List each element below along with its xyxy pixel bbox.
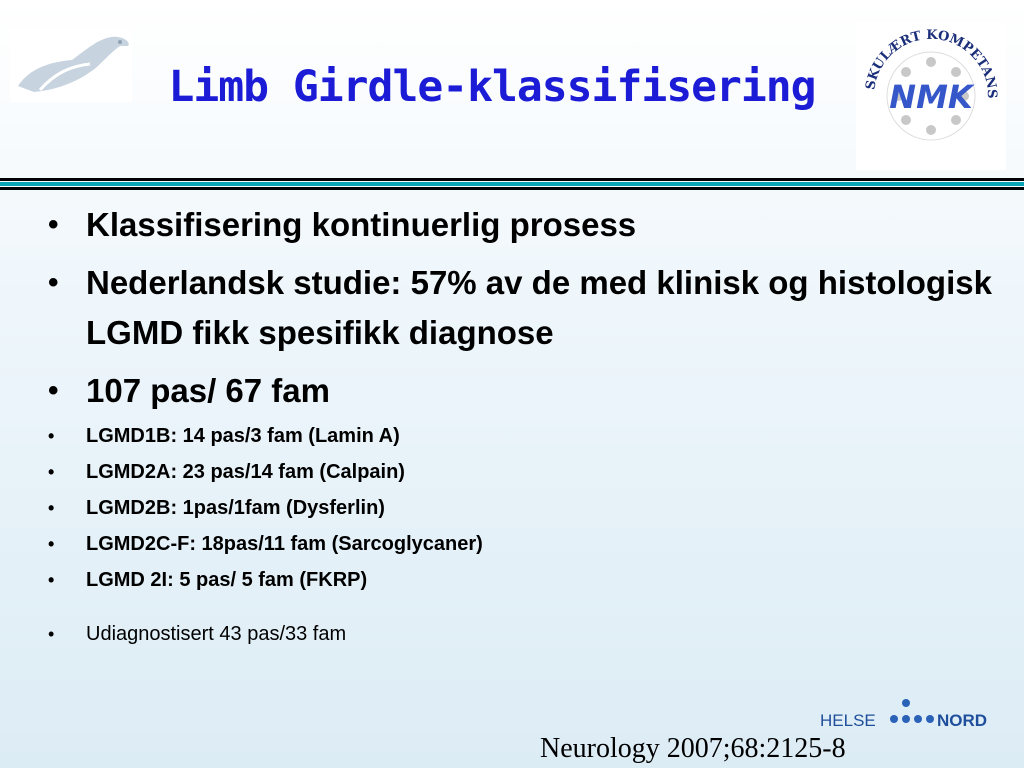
bullet-item [40, 460, 1000, 484]
slide-title: Limb Girdle-klassifisering [168, 62, 816, 112]
bullet-item [40, 424, 1000, 448]
bullet-glyph: • [48, 426, 55, 446]
helse-word: HELSE [820, 711, 876, 730]
bullet-text: Klassifisering kontinuerlig prosess [86, 206, 637, 243]
bullet-list [40, 200, 1000, 658]
bullet-text: Udiagnostisert 43 pas/33 fam [86, 623, 347, 645]
bullet-glyph: • [48, 570, 55, 590]
title-divider-bottom [0, 187, 1024, 190]
bullet-glyph: • [48, 374, 59, 407]
bullet-glyph: • [48, 266, 59, 299]
seal-monogram: NMK [889, 78, 973, 116]
bullet-text: 107 pas/ 67 fam [86, 372, 330, 409]
bullet-item [40, 568, 1000, 592]
bullet-text: LGMD 2I: 5 pas/ 5 fam (FKRP) [86, 569, 368, 591]
bullet-item [40, 496, 1000, 520]
bullet-glyph: • [48, 624, 55, 644]
bullet-glyph: • [48, 534, 55, 554]
bullet-item [40, 200, 1000, 250]
bullet-glyph: • [48, 498, 55, 518]
bullet-text: Nederlandsk studie: 57% av de med klinisk og histologisk LGMD fikk spesifikk diagnose [86, 264, 992, 351]
seal-ring-text: SKULÆRT KOMPETANS [863, 27, 1000, 99]
title-divider-top [0, 178, 1024, 181]
bullet-item [40, 258, 1000, 358]
bullet-item [40, 366, 1000, 416]
citation: Neurology 2007;68:2125-8 [540, 733, 846, 764]
bullet-glyph: • [48, 462, 55, 482]
bullet-text: LGMD1B: 14 pas/3 fam (Lamin A) [86, 425, 400, 447]
bullet-text: LGMD2B: 1pas/1fam (Dysferlin) [86, 497, 385, 519]
bullet-item [40, 532, 1000, 556]
bullet-text: LGMD2C-F: 18pas/11 fam (Sarcoglycaner) [86, 533, 483, 555]
bullet-glyph: • [48, 208, 59, 241]
bullet-item [40, 622, 1000, 646]
bullet-text: LGMD2A: 23 pas/14 fam (Calpain) [86, 461, 405, 483]
nord-word: NORD [937, 711, 988, 730]
title-divider-accent [0, 182, 1024, 186]
